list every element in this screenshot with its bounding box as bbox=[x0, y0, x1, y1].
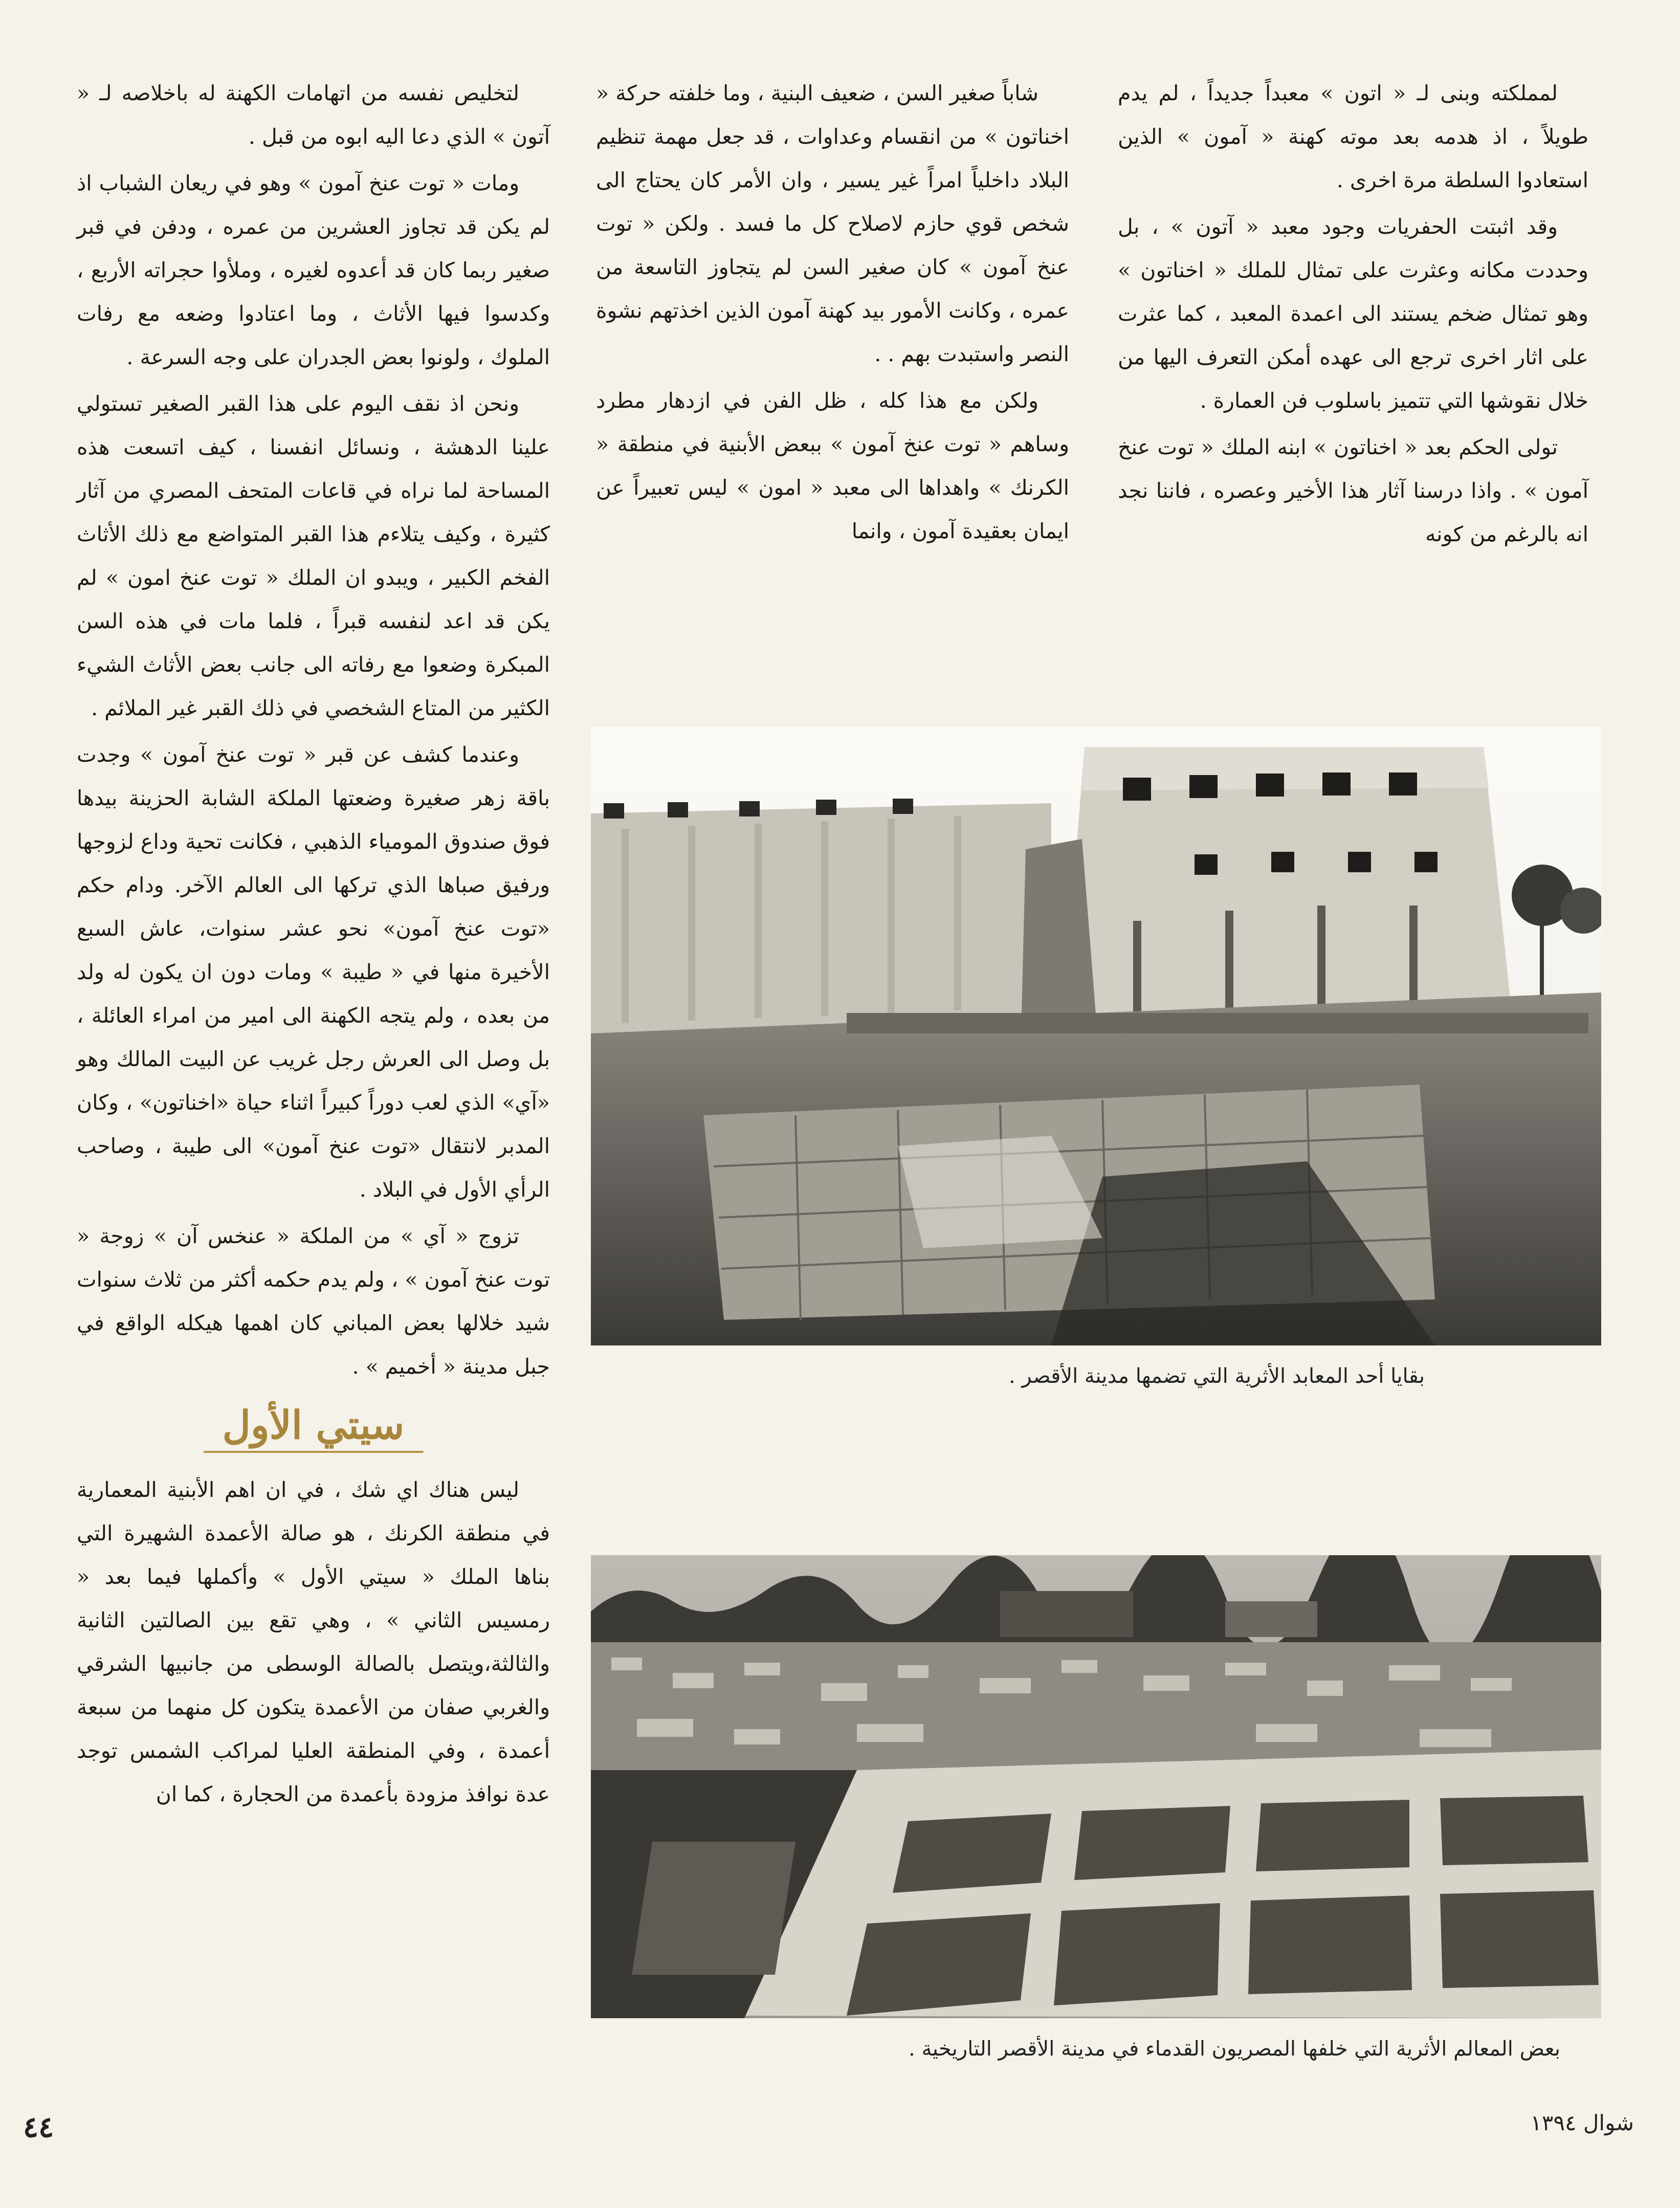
section-heading bbox=[77, 1400, 550, 1453]
section-heading-text: سيتي الأول bbox=[222, 1402, 405, 1448]
paragraph: لتخليص نفسه من اتهامات الكهنة له باخلاصه لـ « آتون » الذي دعا اليه ابوه من قبل . bbox=[77, 81, 550, 149]
paragraph: ونحن اذ نقف اليوم على هذا القبر الصغير تستولي علينا الدهشة ، ونسائل انفسنا ، كيف اتسعت هذه المساحة لما نراه في قاعات المتحف المصري من آثار كثيرة ، وكيف يتلاءم هذا القبر المتواضع مع ذلك الأثاث الفخم الكبير ، ويبدو ان الملك « توت عنخ امون » لم يكن قد اعد لنفسه قبراً ، فلما مات في هذه السن المبكرة وضعوا مع رفاته الى جانب بعض الأثاث الشيء الكثير من المتاع الشخصي في ذلك القبر غير الملائم . bbox=[77, 391, 550, 720]
text-column-right bbox=[1118, 72, 1588, 559]
paragraph: ومات « توت عنخ آمون » وهو في ريعان الشباب اذ لم يكن قد تجاوز العشرين من عمره ، ودفن في قبر صغير ربما كان قد أعدوه لغيره ، وملأوا حجراته الأربع ، وكدسوا فيها الأثاث ، وما اعتادوا وضعه مع رفات الملوك ، ولونوا بعض الجدران على وجه السرعة . bbox=[77, 171, 550, 369]
ancient-ruins-field-photo bbox=[591, 1555, 1601, 2018]
paragraph: تولى الحكم بعد « اخناتون » ابنه الملك « توت عنخ آمون » . واذا درسنا آثار هذا الأخير وعصره ، فاننا نجد انه بالرغم من كونه bbox=[1118, 435, 1588, 546]
text-column-middle bbox=[596, 72, 1069, 556]
paragraph: شاباً صغير السن ، ضعيف البنية ، وما خلفته حركة « اخناتون » من انقسام وعداوات ، قد جعل مهمة تنظيم البلاد داخلياً امراً غير يسير ، وان الأمر كان يحتاج الى شخص قوي حازم لاصلاح كل ما فسد . ولكن « توت عنخ آمون » كان صغير السن لم يتجاوز التاسعة من عمره ، وكانت الأمور بيد كهنة آمون الذين اخذتهم نشوة النصر واستبدت بهم . . bbox=[596, 81, 1069, 366]
temple-ruins-photo bbox=[591, 726, 1601, 1345]
text-column-left bbox=[77, 72, 550, 1819]
paragraph: وعندما كشف عن قبر « توت عنخ آمون » وجدت باقة زهر صغيرة وضعتها الملكة الشابة الحزينة بيدها فوق صندوق المومياء الذهبي ، فكانت تحية وداع لزوجها ورفيق صباها الذي تركها الى العالم الآخر. ودام حكم «توت عنخ آمون» نحو عشر سنوات، عاش السبع الأخيرة منها في « طيبة » ومات دون ان يكون له ولد من بعده ، ولم يتجه الكهنة الى امير من امراء العائلة ، بل وصل الى العرش رجل غريب عن البيت المالك وهو «آي» الذي لعب دوراً كبيراً اثناء حياة «اخناتون» ، وكان المدبر لانتقال «توت عنخ آمون» الى طيبة ، وصاحب الرأي الأول في البلاد . bbox=[77, 742, 550, 1202]
photo-caption: بقايا أحد المعابد الأثرية التي تضمها مدينة الأقصر . bbox=[1008, 1364, 1425, 1388]
paragraph: تزوج « آي » من الملكة « عنخس آن » زوجة « توت عنخ آمون » ، ولم يدم حكمه أكثر من ثلاث سنوات شيد خلالها بعض المباني كان اهمها هيكله الواقع في جبل مدينة « أخميم » . bbox=[77, 1224, 550, 1379]
issue-date: شوال ١٣٩٤ bbox=[1530, 2110, 1634, 2135]
page-number: ٤٤ bbox=[23, 2110, 54, 2144]
paragraph: ولكن مع هذا كله ، ظل الفن في ازدهار مطرد وساهم « توت عنخ آمون » ببعض الأبنية في منطقة « الكرنك » واهداها الى معبد « امون » ليس تعبيراً عن ايمان بعقيدة آمون ، وانما bbox=[596, 388, 1069, 543]
paragraph: ليس هناك اي شك ، في ان اهم الأبنية المعمارية في منطقة الكرنك ، هو صالة الأعمدة الشهيرة التي بناها الملك « سيتي الأول » وأكملها فيما بعد « رمسيس الثاني » ، وهي تقع بين الصالتين الثانية والثالثة،ويتصل بالصالة الوسطى من جانبيها الشرقي والغربي صفان من الأعمدة يتكون كل منهما من سبعة أعمدة ، وفي المنطقة العليا لمراكب الشمس توجد عدة نوافذ مزودة بأعمدة من الحجارة ، كما ان bbox=[77, 1477, 550, 1806]
photo-caption: بعض المعالم الأثرية التي خلفها المصريون القدماء في مدينة الأقصر التاريخية . bbox=[909, 2037, 1560, 2061]
heading-underline bbox=[204, 1451, 424, 1453]
paragraph: لمملكته وبنى لـ « اتون » معبداً جديداً ، لم يدم طويلاً ، اذ هدمه بعد موته كهنة « آمون » الذين استعادوا السلطة مرة اخرى . bbox=[1118, 81, 1588, 192]
paragraph: وقد اثبتت الحفريات وجود معبد « آتون » ، بل وحددت مكانه وعثرت على تمثال للملك « اخناتون » وهو تمثال ضخم يستند الى اعمدة المعبد ، كما عثرت على اثار اخرى ترجع الى عهده أمكن التعرف اليها من خلال نقوشها التي تتميز باسلوب فن العمارة . bbox=[1118, 214, 1588, 413]
